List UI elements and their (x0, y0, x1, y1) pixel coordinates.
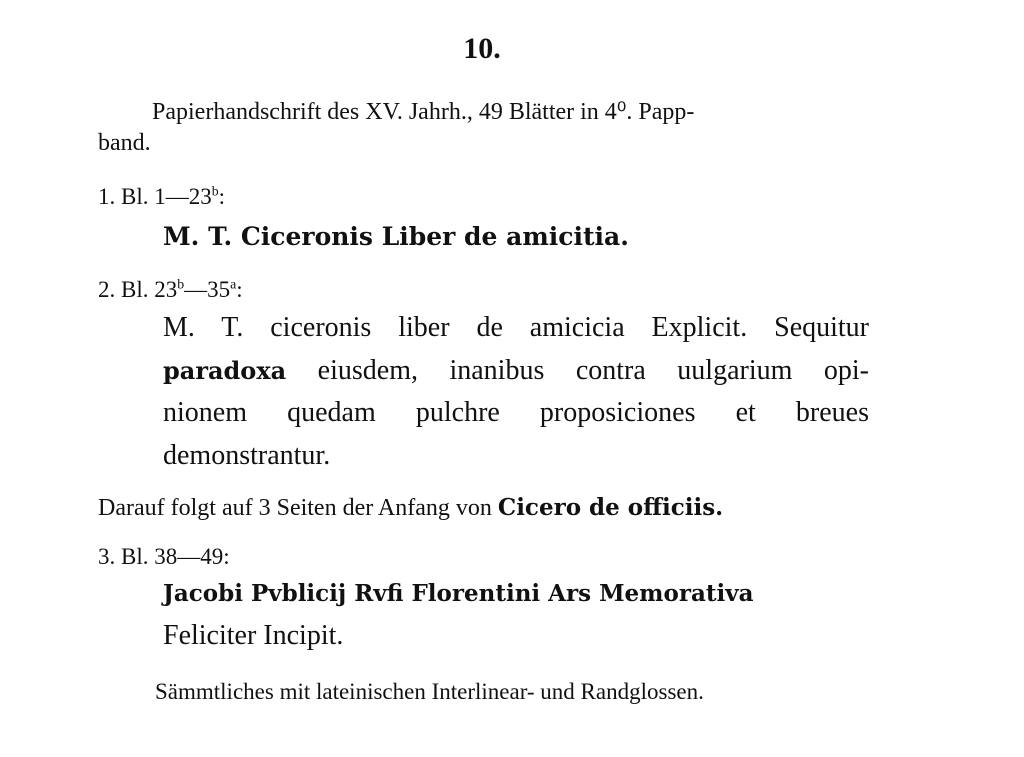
entry-2-line-2-rest: eiusdem, inanibus contra uulgarium opi- (286, 355, 869, 386)
entry-2-line-3: nionem quedam pulchre proposiciones et breues (163, 397, 869, 428)
entry-1-folio: 1. Bl. 1—23 (98, 184, 212, 209)
entry-2-paradoxa: paradoxa (163, 356, 287, 385)
entry-3-heading: 3. Bl. 38—49: (98, 544, 230, 569)
footer-note: Sämmtliches mit lateinischen Interlinear- und Randglossen. (155, 679, 704, 704)
page-number: 10. (463, 32, 501, 65)
description-line-1: Papierhandschrift des XV. Jahrh., 49 Blätter in 4⁰. Papp- (152, 99, 695, 125)
note-bold: Cicero de officiis. (497, 494, 724, 521)
entry-2-folio-suffix: : (236, 277, 243, 302)
note-line (98, 494, 723, 522)
entry-1-folio-suffix: : (218, 184, 226, 209)
description-line-2: band. (98, 130, 151, 156)
entry-2-line-2 (163, 355, 869, 387)
entry-2-line-1: M. T. ciceronis liber de amicicia Explicit. Sequitur (163, 312, 869, 343)
entry-3-title-rest: Feliciter Incipit. (163, 620, 344, 651)
entry-2-folio: 2. Bl. 23 (98, 277, 178, 302)
entry-2-heading (98, 277, 243, 303)
entry-3-title-bold: Jacobi Pvblicij Rvfi Florentini Ars Memorativa (163, 580, 754, 607)
entry-1-folio-sup: b (211, 183, 219, 199)
entry-2-folio-mid: —35 (184, 277, 231, 302)
entry-1-title: M. T. Ciceronis Liber de amicitia. (163, 222, 629, 251)
note-text: Darauf folgt auf 3 Seiten der Anfang von (98, 495, 498, 521)
entry-2-folio-sup-2: a (230, 276, 237, 292)
entry-2-line-4: demonstrantur. (163, 440, 331, 471)
entry-2-folio-sup-1: b (177, 276, 185, 292)
entry-1-heading (98, 184, 225, 210)
